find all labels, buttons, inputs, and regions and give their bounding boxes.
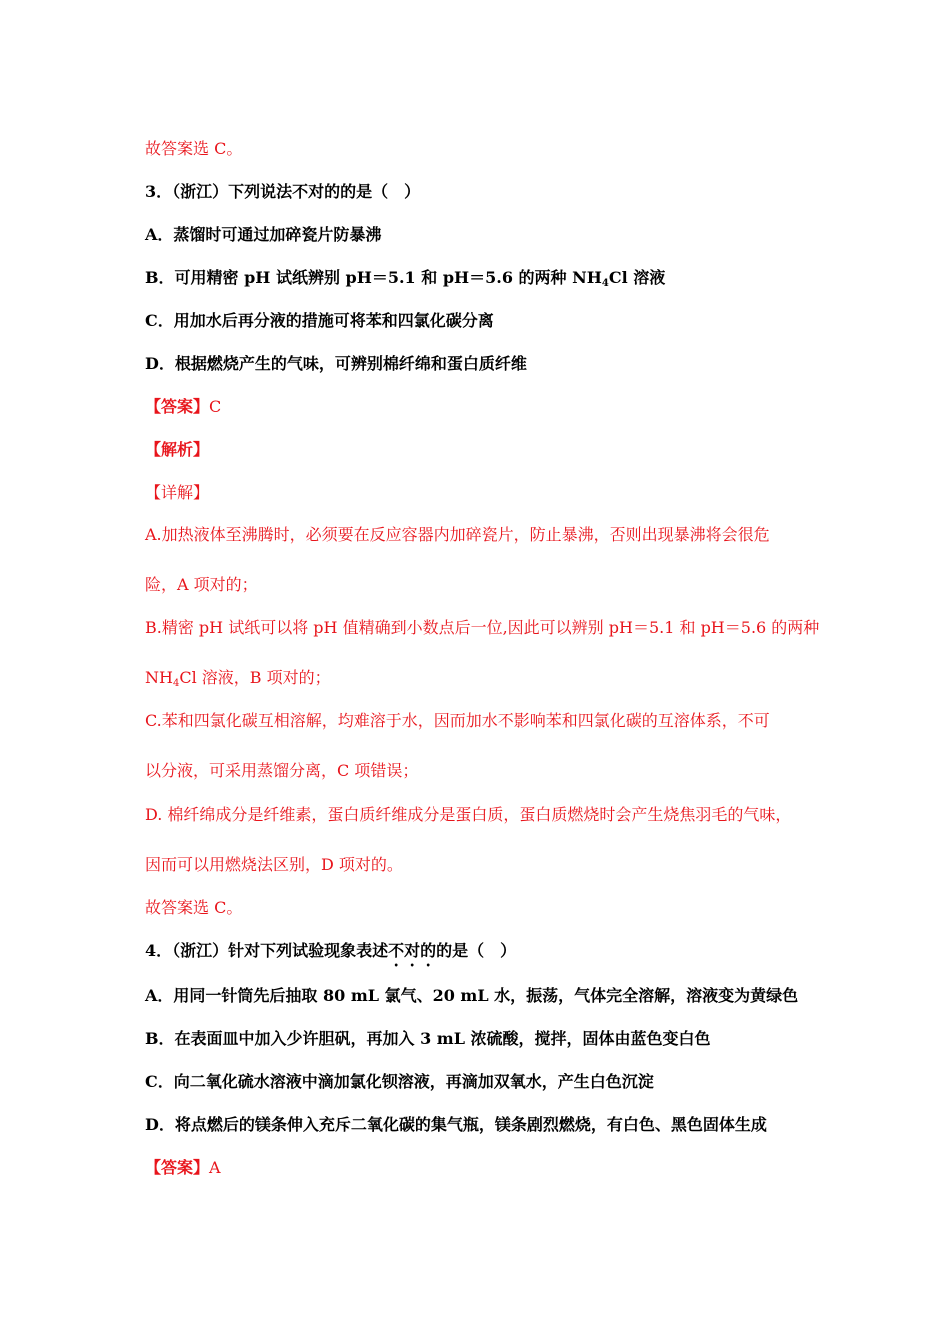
option-b-subscript: 4 [601,278,609,289]
explanation-d-line-1: D. 棉纤绵成分是纤维素，蛋白质纤维成分是蛋白质，蛋白质燃烧时会产生烧焦羽毛的气味， [145,805,792,824]
explanation-b-text-end: Cl 溶液，B 项对的； [179,668,331,687]
explanation-b-line-1: B.精密 pH 试纸可以将 pH 值精确到小数点后一位,因此可以辨别 pH＝5.1 和 pH＝5.6 的两种 [145,618,820,637]
explanation-c-line-2: 以分液，可采用蒸馏分离，C 项错误； [145,761,419,780]
explanation-b-subscript: 4 [172,678,180,689]
option-b-text: B．可用精密 pH 试纸辨别 pH＝5.1 和 pH＝5.6 的两种 NH [145,268,602,287]
answer-tag: 【答案】 [145,397,210,416]
question-4-option-a: A．用同一针筒先后抽取 80 mL 氯气、20 mL 水，振荡，气体完全溶解，溶液变为黄绿色 [145,986,799,1005]
explanation-d-line-2: 因而可以用燃烧法区别，D 项对的。 [145,855,403,874]
explanation-a-line-1: A.加热液体至沸腾时，必须要在反应容器内加碎瓷片，防止暴沸，否则出现暴沸将会很危 [145,525,770,544]
question-4-stem [145,941,516,970]
question-4-option-c: C．向二氧化硫水溶液中滴加氯化钡溶液，再滴加双氧水，产生白色沉淀 [145,1072,654,1091]
question-3-option-d: D．根据燃烧产生的气味，可辨别棉纤绵和蛋白质纤维 [145,354,527,373]
previous-conclusion: 故答案选 C。 [145,139,243,158]
answer-value: C [209,397,222,416]
question-4-stem-end: 的是（ ） [436,941,517,960]
explanation-a-line-2: 险，A 项对的； [145,575,258,594]
question-4-stem-start: 4．（浙江）针对下列试验现象表述 [145,941,389,960]
option-b-text-end: Cl 溶液 [608,268,666,287]
detail-tag: 【详解】 [145,483,210,502]
explanation-b-line-2 [145,668,331,688]
answer-tag: 【答案】 [145,1158,210,1177]
question-3-stem: 3．（浙江）下列说法不对的的是（ ） [145,182,421,201]
explanation-c-line-1: C.苯和四氯化碳互相溶解，均难溶于水，因而加水不影响苯和四氯化碳的互溶体系，不可 [145,711,770,730]
question-3-option-b [145,268,665,288]
question-3-conclusion: 故答案选 C。 [145,898,243,917]
question-3-option-c: C．用加水后再分液的措施可将苯和四氯化碳分离 [145,311,494,330]
question-4-answer [145,1158,221,1178]
question-4-option-d: D．将点燃后的镁条伸入充斥二氧化碳的集气瓶，镁条剧烈燃烧，有白色、黑色固体生成 [145,1115,767,1134]
answer-value: A [209,1158,221,1177]
emphasis-text: 不对的 [388,941,437,960]
analysis-tag: 【解析】 [145,440,210,459]
explanation-b-text: NH [145,668,173,687]
question-4-option-b: B．在表面皿中加入少许胆矾，再加入 3 mL 浓硫酸，搅拌，固体由蓝色变白色 [145,1029,711,1048]
question-3-option-a: A．蒸馏时可通过加碎瓷片防暴沸 [145,225,382,244]
question-3-answer [145,397,221,417]
